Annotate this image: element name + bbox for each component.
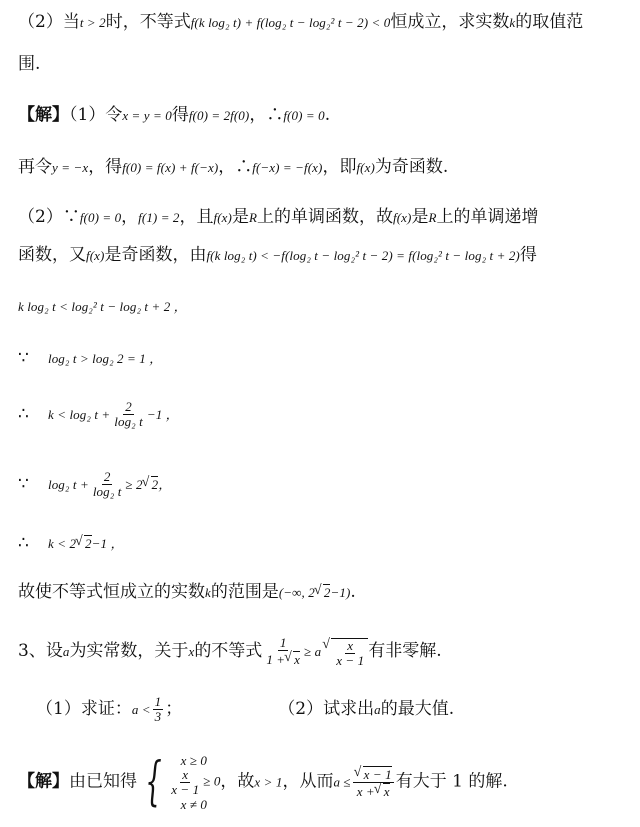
numerator — [353, 766, 394, 783]
numerator: 1 — [279, 635, 287, 650]
text: （2）试求出 — [278, 699, 375, 719]
text: 上的单调函数，故 — [257, 207, 394, 227]
step-5 — [18, 531, 628, 556]
numerator: 2 — [103, 469, 111, 484]
math: (−∞, 2 — [278, 585, 315, 600]
math: ≥ a — [304, 644, 322, 659]
text: （2）当 — [18, 12, 80, 32]
math: f(0) = 2f(0) — [188, 108, 250, 123]
sqrt: √ 2 — [151, 476, 159, 492]
text: ，即 — [322, 157, 357, 177]
step-2 — [18, 346, 628, 371]
solution-3-line — [18, 752, 628, 812]
math: −1) — [330, 585, 351, 600]
math-condition: t > 2 — [79, 15, 106, 30]
math-variable: k — [509, 15, 516, 30]
fraction — [91, 470, 124, 499]
step-3 — [18, 400, 628, 429]
text: 由已知得 — [69, 771, 137, 792]
math: a — [62, 644, 70, 659]
numerator: 2 — [125, 399, 132, 414]
numerator: √ x — [347, 637, 354, 653]
therefore-symbol: ∴ — [18, 404, 29, 424]
denominator: log₂ t — [92, 484, 122, 499]
fraction — [112, 400, 145, 429]
text: ，∴ — [218, 157, 253, 177]
math: f(x) — [393, 210, 412, 225]
text: 围. — [18, 54, 41, 74]
conclusion-line — [18, 580, 628, 605]
solution-2-line-2 — [18, 243, 628, 268]
condition — [167, 768, 220, 797]
text: 3、设 — [18, 641, 63, 661]
sqrt: √ 2 — [84, 535, 92, 551]
text: ，且 — [179, 207, 214, 227]
text: . — [350, 582, 356, 602]
left-brace-icon: { — [145, 752, 162, 812]
text: 故使不等式恒成立的实数 — [18, 582, 205, 602]
text: 有非零解. — [368, 641, 442, 661]
text: （2）∵ — [18, 207, 80, 227]
because-symbol: ∵ — [18, 348, 29, 368]
text: 有大于 1 的解. — [395, 771, 508, 792]
text: 为实常数，关于 — [69, 641, 189, 661]
step-4 — [18, 470, 628, 499]
text: ，∴ — [249, 105, 284, 125]
text: 得 — [519, 245, 537, 265]
question-3-line — [18, 636, 628, 668]
math-step: k log₂ t < log₂² t − log₂ t + 2 ， — [18, 299, 187, 314]
math: k < 2 — [48, 536, 77, 551]
sqrt: √ x — [383, 783, 390, 799]
math: x — [188, 644, 195, 659]
sqrt: √ x — [293, 651, 300, 667]
fraction — [169, 768, 201, 797]
solution-1b-line — [18, 155, 628, 180]
fraction — [334, 639, 366, 668]
question-3-parts — [36, 695, 628, 724]
math: ≥ 0 — [203, 772, 221, 788]
text: 是奇函数，由 — [104, 245, 207, 265]
math: a — [374, 702, 381, 717]
math: x = y = 0 — [122, 108, 172, 123]
math: R — [248, 210, 258, 225]
sqrt: √ 2 — [323, 584, 331, 600]
math: f(1) = 2 — [138, 210, 180, 225]
sqrt — [331, 638, 368, 668]
math: x > 1 — [254, 774, 283, 790]
therefore-symbol: ∴ — [18, 533, 29, 553]
text: （1）令 — [69, 105, 123, 125]
text: （1）求证： — [36, 699, 132, 719]
text: ，故 — [220, 771, 255, 792]
text: ； — [165, 699, 183, 719]
denominator — [355, 783, 392, 799]
math: f(−x) = −f(x) — [252, 160, 323, 175]
step-1 — [18, 294, 628, 319]
math-inequality: f(k log₂ t) + f(log₂ t − log₂² t − 2) < 0 — [190, 15, 391, 30]
math: ≥ 2 — [125, 477, 143, 492]
math: R — [428, 210, 437, 225]
condition-system — [137, 752, 220, 812]
sqrt: √ x − 1 — [363, 766, 392, 782]
text: 为奇函数. — [374, 157, 449, 177]
solution-label: 【解】 — [18, 771, 69, 792]
math: f(0) = f(x) + f(−x) — [122, 160, 219, 175]
text: 再令 — [18, 157, 52, 177]
solution-1-line — [18, 103, 628, 128]
math: a ≤ — [333, 774, 351, 790]
math: a < — [131, 702, 151, 717]
numerator: x — [182, 766, 189, 782]
math: y = −x — [52, 160, 89, 175]
text: 的不等式 — [194, 641, 263, 661]
text: 上的单调递增 — [436, 207, 539, 227]
math: f(x) — [356, 160, 375, 175]
numerator: 1 — [154, 694, 162, 709]
solution-label: 【解】 — [18, 105, 69, 125]
math: k < log₂ t + — [48, 407, 111, 422]
denominator: x − 1 — [171, 781, 200, 797]
math-step: log₂ t > log₂ 2 = 1 ， — [48, 351, 163, 366]
math: k — [205, 585, 211, 600]
math: f(k log₂ t) < −f(log₂ t − log₂² t − 2) = f(log₂² t − log₂ t + 2) — [206, 248, 520, 263]
math: −1 ， — [91, 536, 124, 551]
condition-rows — [167, 753, 220, 812]
text: 的最大值. — [380, 699, 455, 719]
fraction — [353, 766, 394, 799]
text: ， — [121, 207, 139, 227]
text: . — [324, 105, 331, 125]
text: ，从而 — [282, 771, 334, 792]
math: f(x) — [213, 210, 232, 225]
math: ， — [158, 477, 172, 492]
denominator: x − 1 — [336, 652, 365, 668]
denominator: log₂ t — [114, 414, 143, 429]
text: 恒成立，求实数 — [390, 12, 510, 32]
text: 的范围是 — [210, 582, 279, 602]
text: ，得 — [88, 157, 123, 177]
math: x + — [356, 783, 375, 799]
denominator — [264, 651, 302, 667]
question-2-line-1 — [18, 10, 628, 35]
condition: x ≠ 0 — [180, 796, 207, 812]
text: 函数，又 — [18, 245, 86, 265]
denominator: 3 — [154, 709, 162, 724]
condition: x ≥ 0 — [180, 752, 207, 768]
text: 时，不等式 — [105, 12, 191, 32]
math: −1 ， — [146, 407, 179, 422]
math: f(x) — [86, 248, 105, 263]
math: log₂ t + — [48, 477, 89, 492]
math: f(0) = 0 — [283, 108, 325, 123]
because-symbol: ∵ — [18, 474, 29, 494]
solution-2-line-1 — [18, 205, 628, 230]
text: 得 — [171, 105, 189, 125]
text: 是 — [411, 207, 429, 227]
math: f(0) = 0 — [79, 210, 122, 225]
fraction — [264, 636, 302, 667]
text: 的取值范 — [515, 12, 584, 32]
question-2-line-2 — [18, 52, 628, 76]
text: 是 — [231, 207, 249, 227]
math: 1 + — [266, 652, 286, 667]
fraction — [153, 695, 164, 724]
